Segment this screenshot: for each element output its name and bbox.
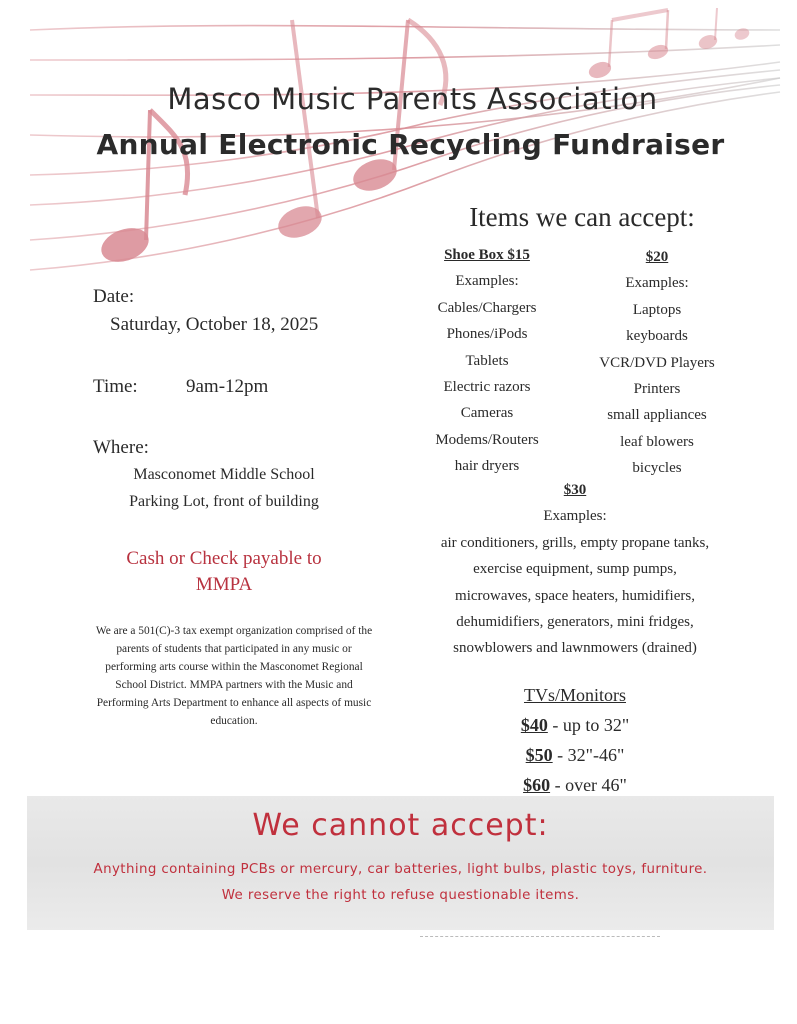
list-item: Electric razors [443,379,531,396]
list-item: bicycles [632,460,682,477]
payment-line-1: Cash or Check payable to [126,548,322,569]
list-item: VCR/DVD Players [599,354,715,371]
list-item: Printers [633,381,681,398]
cannot-accept-heading: We cannot accept: [252,808,549,843]
scan-artifact-line [420,936,660,939]
tier-20-column [582,244,732,482]
tv-price: $60 [523,775,551,795]
tier-15-heading: Shoe Box $15 [444,247,530,263]
list-item: Modems/Routers [435,431,539,448]
tier-30-section [405,477,745,662]
list-item: microwaves, space heaters, humidifiers, [455,587,695,604]
cannot-accept-items: Anything containing PCBs or mercury, car batteries, light bulbs, plastic toys, furniture. [93,862,708,877]
tv-monitors-section [460,680,690,800]
tier-20-heading: $20 [645,249,669,265]
location-detail: Parking Lot, front of building [129,493,319,510]
tv-size: - 32"-46" [552,745,625,765]
tv-size: - over 46" [550,775,627,795]
list-item: leaf blowers [620,433,694,450]
list-item: Tablets [465,352,509,369]
tv-price: $50 [525,745,553,765]
list-item: Cables/Chargers [437,299,537,316]
tier-15-examples-label: Examples: [455,273,519,290]
location-name: Masconomet Middle School [133,466,315,483]
tv-price: $40 [520,715,548,735]
list-item: exercise equipment, sump pumps, [473,561,677,578]
event-title: Annual Electronic Recycling Fundraiser [96,128,725,161]
date-label: Date: [93,286,135,307]
organization-description: We are a 501(C)-3 tax exempt organization comprised of the parents of students that participated in any music or performing arts course within the Masconomet Regional School District. MMPA partners with the Music and Performing Arts Department to enhance all aspects of music education. [95,625,373,727]
list-item: snowblowers and lawnmowers (drained) [453,640,697,657]
list-item: small appliances [607,407,707,424]
tier-30-examples-label: Examples: [543,508,607,525]
tv-size: - up to 32" [547,715,630,735]
list-item: hair dryers [454,458,520,475]
tier-15-column [412,242,562,480]
refusal-note: We reserve the right to refuse questionable items. [221,888,580,903]
tier-20-examples-label: Examples: [625,275,689,292]
tv-price-row [460,740,690,770]
payment-line-2: MMPA [195,574,253,595]
payment-note [93,546,355,598]
list-item: air conditioners, grills, empty propane tanks, [440,534,710,551]
tier-30-heading: $30 [563,482,587,498]
list-item: dehumidifiers, generators, mini fridges, [456,614,694,631]
list-item: keyboards [626,328,688,345]
where-label: Where: [93,437,149,458]
list-item: Laptops [632,301,682,318]
organization-title: Masco Music Parents Association [167,82,658,116]
list-item: Cameras [460,405,514,422]
tv-price-row [460,710,690,740]
tv-heading: TVs/Monitors [523,685,626,705]
date-value: Saturday, October 18, 2025 [110,314,319,335]
time-label: Time: [93,376,138,397]
time-value: 9am-12pm [186,376,269,397]
list-item: Phones/iPods [446,326,528,343]
accept-heading: Items we can accept: [469,202,695,232]
